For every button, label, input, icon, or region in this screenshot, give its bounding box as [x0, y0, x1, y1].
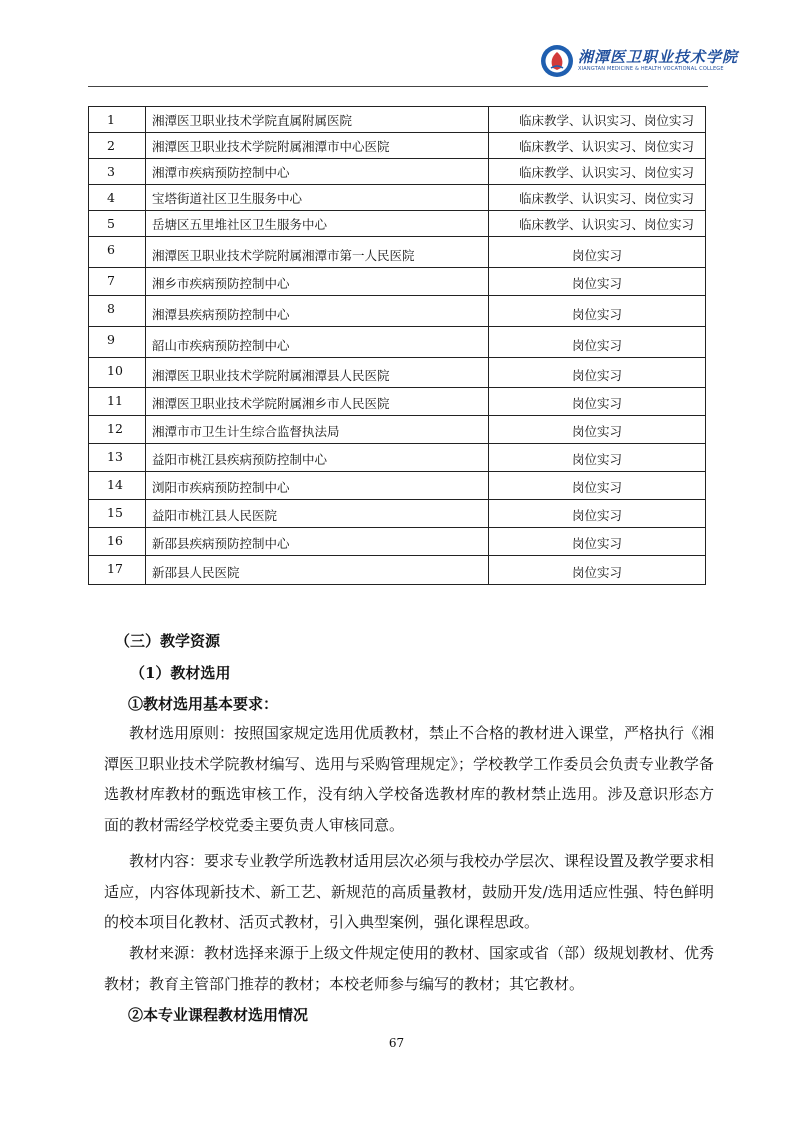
- row-number: 14: [89, 472, 146, 500]
- base-name: 岳塘区五里堆社区卫生服务中心: [146, 211, 489, 237]
- table-row: [89, 159, 706, 185]
- logo-english-name: XIANGTAN MEDICINE & HEALTH VOCATIONAL COLLEGE: [578, 66, 724, 72]
- table-row: [89, 472, 706, 500]
- table-row: [89, 556, 706, 585]
- row-number: 4: [89, 185, 146, 211]
- practice-type: 岗位实习: [489, 296, 706, 327]
- base-name: 湘潭市市卫生计生综合监督执法局: [146, 416, 489, 444]
- row-number: 1: [89, 107, 146, 133]
- base-name: 浏阳市疾病预防控制中心: [146, 472, 489, 500]
- table-row: [89, 444, 706, 472]
- row-number: 16: [89, 528, 146, 556]
- practice-type: 岗位实习: [489, 237, 706, 268]
- row-number: 8: [89, 296, 146, 327]
- base-name: 新邵县人民医院: [146, 556, 489, 585]
- row-number: 10: [89, 358, 146, 388]
- table-row: [89, 133, 706, 159]
- row-number: 17: [89, 556, 146, 585]
- table-row: [89, 237, 706, 268]
- practice-type: 临床教学、认识实习、岗位实习: [489, 107, 706, 133]
- section-title: （三）教学资源: [115, 632, 221, 650]
- row-number: 5: [89, 211, 146, 237]
- row-number: 3: [89, 159, 146, 185]
- base-name: 湘乡市疾病预防控制中心: [146, 268, 489, 296]
- table-row: [89, 211, 706, 237]
- practice-type: 岗位实习: [489, 528, 706, 556]
- base-name: 益阳市桃江县人民医院: [146, 500, 489, 528]
- practice-type: 临床教学、认识实习、岗位实习: [489, 211, 706, 237]
- practice-type: 临床教学、认识实习、岗位实习: [489, 133, 706, 159]
- practice-type: 岗位实习: [489, 556, 706, 585]
- practice-type: 岗位实习: [489, 388, 706, 416]
- subsection-title: （1）教材选用: [130, 664, 231, 682]
- practice-type: 岗位实习: [489, 358, 706, 388]
- table-row: [89, 388, 706, 416]
- header-divider: [88, 86, 708, 87]
- base-name: 宝塔街道社区卫生服务中心: [146, 185, 489, 211]
- table-row: [89, 358, 706, 388]
- practice-type: 临床教学、认识实习、岗位实习: [489, 185, 706, 211]
- logo-chinese-name: 湘潭医卫职业技术学院: [578, 48, 739, 66]
- row-number: 6: [89, 237, 146, 268]
- table-row: [89, 185, 706, 211]
- paragraph-source: 教材来源：教材选择来源于上级文件规定使用的教材、国家或省（部）级规划教材、优秀教材；教育主管部门推荐的教材；本校老师参与编写的教材；其它教材。: [104, 944, 715, 993]
- row-number: 7: [89, 268, 146, 296]
- row-number: 2: [89, 133, 146, 159]
- practice-type: 临床教学、认识实习、岗位实习: [489, 159, 706, 185]
- usage-title: ②本专业课程教材选用情况: [128, 1006, 309, 1024]
- base-name: 湘潭医卫职业技术学院直属附属医院: [146, 107, 489, 133]
- practice-type: 岗位实习: [489, 268, 706, 296]
- base-name: 湘潭市疾病预防控制中心: [146, 159, 489, 185]
- practice-type: 岗位实习: [489, 416, 706, 444]
- row-number: 11: [89, 388, 146, 416]
- row-number: 12: [89, 416, 146, 444]
- table-row: [89, 268, 706, 296]
- base-name: 新邵县疾病预防控制中心: [146, 528, 489, 556]
- practice-type: 岗位实习: [489, 500, 706, 528]
- requirement-title: ①教材选用基本要求：: [128, 695, 279, 713]
- base-name: 韶山市疾病预防控制中心: [146, 327, 489, 358]
- base-name: 湘潭医卫职业技术学院附属湘潭县人民医院: [146, 358, 489, 388]
- table-row: [89, 107, 706, 133]
- row-number: 15: [89, 500, 146, 528]
- base-name: 湘潭医卫职业技术学院附属湘乡市人民医院: [146, 388, 489, 416]
- base-name: 湘潭医卫职业技术学院附属湘潭市中心医院: [146, 133, 489, 159]
- page-header: [0, 0, 793, 90]
- table-row: [89, 500, 706, 528]
- practice-base-table: [88, 106, 706, 585]
- base-name: 湘潭县疾病预防控制中心: [146, 296, 489, 327]
- table-row: [89, 296, 706, 327]
- page-number: 67: [388, 1036, 405, 1050]
- practice-type: 岗位实习: [489, 444, 706, 472]
- practice-type: 岗位实习: [489, 327, 706, 358]
- row-number: 9: [89, 327, 146, 358]
- table-row: [89, 528, 706, 556]
- paragraph-content: 教材内容：要求专业教学所选教材适用层次必须与我校办学层次、课程设置及教学要求相适应，内容体现新技术、新工艺、新规范的高质量教材，鼓励开发/选用适应性强、特色鲜明的校本项目化教材、活页式教材，引入典型案例，强化课程思政。: [104, 852, 715, 931]
- practice-type: 岗位实习: [489, 472, 706, 500]
- base-name: 益阳市桃江县疾病预防控制中心: [146, 444, 489, 472]
- paragraph-principle: 教材选用原则：按照国家规定选用优质教材，禁止不合格的教材进入课堂，严格执行《湘潭医卫职业技术学院教材编写、选用与采购管理规定》；学校教学工作委员会负责专业教学备选教材库教材的甄选审核工作，没有纳入学校备选教材库的教材禁止选用。涉及意识形态方面的教材需经学校党委主要负责人审核同意。: [104, 724, 715, 834]
- table-row: [89, 416, 706, 444]
- table-row: [89, 327, 706, 358]
- row-number: 13: [89, 444, 146, 472]
- base-name: 湘潭医卫职业技术学院附属湘潭市第一人民医院: [146, 237, 489, 268]
- college-emblem-icon: [540, 44, 574, 78]
- college-logo: [540, 44, 738, 78]
